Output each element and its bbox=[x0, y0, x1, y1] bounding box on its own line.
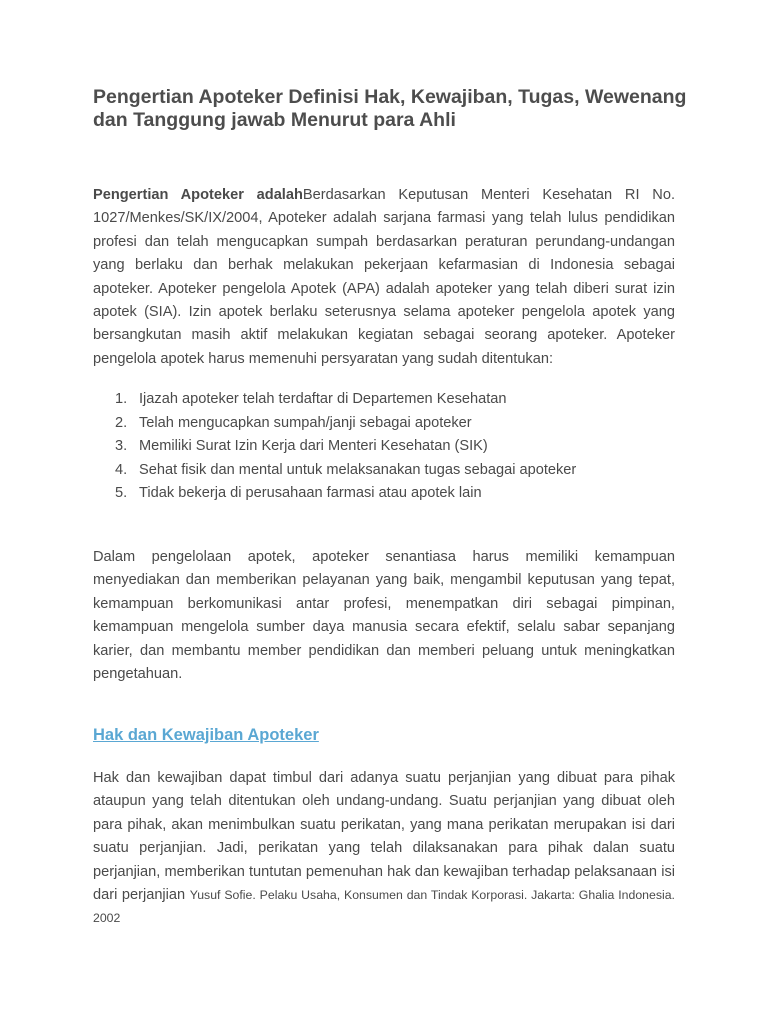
list-item bbox=[93, 435, 675, 459]
intro-term: Pengertian Apoteker adalah bbox=[93, 187, 303, 203]
list-number: 4. bbox=[115, 461, 128, 478]
list-text: Tidak bekerja di perusahaan farmasi atau apotek lain bbox=[139, 485, 482, 501]
citation: Yusuf Sofie. Pelaku Usaha, Konsumen dan Tindak Korporasi. Jakarta: Ghalia Indonesia. 2002 bbox=[93, 888, 675, 926]
list-number: 5. bbox=[115, 485, 128, 501]
rights-paragraph bbox=[93, 767, 675, 931]
list-text: Ijazah apoteker telah terdaftar di Departemen Kesehatan bbox=[139, 391, 507, 407]
list-text: Telah mengucapkan sumpah/janji sebagai apoteker bbox=[139, 414, 472, 431]
page-title: Pengertian Apoteker Definisi Hak, Kewajiban, Tugas, Wewenang dan Tanggung jawab Menurut para Ahli bbox=[93, 86, 687, 131]
list-number: 3. bbox=[115, 438, 128, 454]
list-item bbox=[93, 482, 675, 506]
section-heading-link[interactable]: Hak dan Kewajiban Apoteker bbox=[93, 726, 319, 744]
list-item bbox=[93, 388, 675, 412]
list-text: Sehat fisik dan mental untuk melaksanakan tugas sebagai apoteker bbox=[139, 461, 577, 478]
intro-text: Berdasarkan Keputusan Menteri Kesehatan RI No. 1027/Menkes/SK/IX/2004, Apoteker adalah sarjana farmasi yang telah lulus pendidikan profesi dan telah mengucapkan sumpah berdasarkan peraturan perundang-undangan yang berlaku dan berhak melakukan pekerjaan kefarmasian di Indonesia sebagai apoteker. Apoteker pengelola Apotek (APA) adalah apoteker yang telah diberi surat izin apotek (SIA). Izin apotek berlaku seterusnya selama apoteker pengelola apotek yang bersangkutan masih aktif melakukan kegiatan sebagai seorang apoteker. Apoteker pengelola apotek harus memenuhi persyaratan yang sudah ditentukan: bbox=[93, 187, 675, 367]
list-text: Memiliki Surat Izin Kerja dari Menteri Kesehatan (SIK) bbox=[139, 438, 488, 454]
requirements-list bbox=[93, 388, 675, 506]
rights-text: Hak dan kewajiban dapat timbul dari adanya suatu perjanjian yang dibuat para pihak ataupun yang telah ditentukan oleh undang-undang. Suatu perjanjian yang dibuat oleh para pihak, akan menimbulkan suatu perikatan, yang mana perikatan merupakan isi dari suatu perjanjian. Jadi, perikatan yang telah dilaksanakan para pihak dalan suatu perjanjian, memberikan tuntutan pemenuhan hak dan kewajiban terhadap pelaksanaan isi dari perjanjian bbox=[93, 770, 675, 904]
list-item bbox=[93, 459, 675, 483]
list-number: 1. bbox=[115, 391, 128, 407]
list-item bbox=[93, 412, 675, 436]
list-number: 2. bbox=[115, 414, 128, 431]
intro-paragraph bbox=[93, 184, 675, 371]
management-paragraph: Dalam pengelolaan apotek, apoteker senantiasa harus memiliki kemampuan menyediakan dan memberikan pelayanan yang baik, mengambil keputusan yang tepat, kemampuan berkomunikasi antar profesi, menempatkan diri sebagai pimpinan, kemampuan mengelola sumber daya manusia secara efektif, selalu sabar sepanjang karier, dan membantu member pendidikan dan memberi peluang untuk meningkatkan pengetahuan. bbox=[93, 549, 675, 683]
